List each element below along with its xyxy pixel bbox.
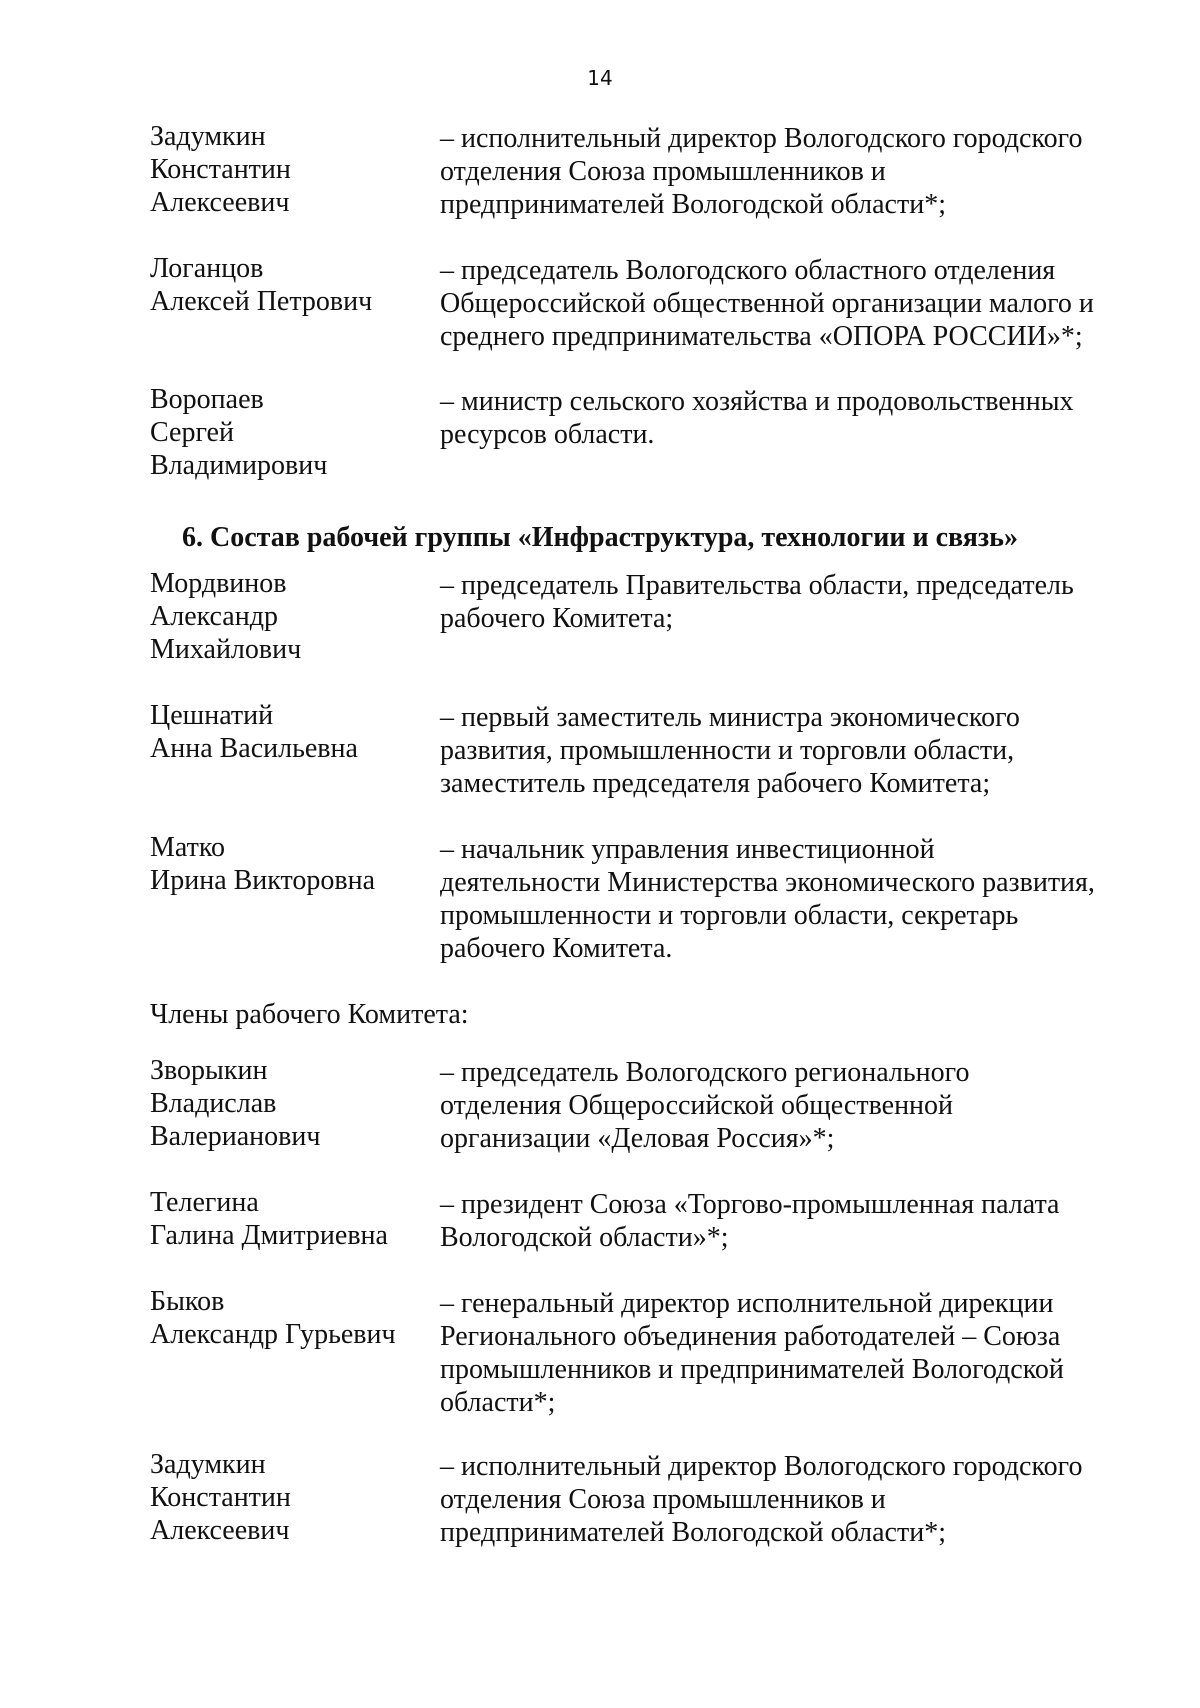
entry-role: [440, 1450, 1200, 1549]
entry-name: [150, 252, 430, 318]
name-line: Михайлович: [150, 634, 302, 665]
name-line: Алексей Петрович: [150, 286, 373, 317]
entry-role: [440, 1287, 1200, 1419]
role-line: отделения Союза промышленников и: [440, 1484, 886, 1515]
name-line: Зворыкин: [150, 1055, 268, 1086]
role-line: среднего предпринимательства «ОПОРА РОССИИ»*;: [440, 321, 1083, 352]
role-line: ресурсов области.: [440, 419, 655, 450]
entry-role: [440, 1056, 1200, 1155]
page-number: 14: [587, 66, 613, 90]
entry-name: [150, 1448, 430, 1547]
entry-name: [150, 1285, 430, 1351]
entry-role: [440, 701, 1200, 800]
entry-role: [440, 122, 1200, 221]
role-line: – генеральный директор исполнительной дирекции: [440, 1288, 1054, 1319]
name-line: Цешнатий: [150, 700, 274, 731]
entry-role: [440, 1188, 1200, 1254]
role-line: отделения Союза промышленников и: [440, 156, 886, 187]
role-line: – первый заместитель министра экономического: [440, 702, 1020, 733]
name-line: Задумкин: [150, 1449, 266, 1480]
name-line: Анна Васильевна: [150, 733, 358, 764]
entry-name: [150, 1186, 430, 1252]
name-line: Задумкин: [150, 121, 266, 152]
role-line: – министр сельского хозяйства и продовольственных: [440, 386, 1074, 417]
role-line: – исполнительный директор Вологодского городского: [440, 1451, 1083, 1482]
entry-name: [150, 567, 430, 666]
name-line: Воропаев: [150, 384, 264, 415]
role-line: рабочего Комитета;: [440, 603, 674, 634]
entry-name: [150, 699, 430, 765]
entry-name: [150, 383, 430, 482]
name-line: Константин: [150, 1482, 291, 1513]
name-line: Быков: [150, 1286, 225, 1317]
name-line: Телегина: [150, 1187, 259, 1218]
entry-name: [150, 120, 430, 219]
name-line: Алексеевич: [150, 187, 290, 218]
role-line: Вологодской области»*;: [440, 1222, 729, 1253]
name-line: Сергей: [150, 417, 234, 448]
name-line: Константин: [150, 154, 291, 185]
name-line: Логанцов: [150, 253, 264, 284]
role-line: организации «Деловая Россия»*;: [440, 1123, 835, 1154]
role-line: области*;: [440, 1387, 556, 1418]
role-line: – председатель Вологодского областного отделения: [440, 255, 1056, 286]
role-line: – исполнительный директор Вологодского городского: [440, 123, 1083, 154]
entry-name: [150, 1054, 430, 1153]
entry-role: [440, 254, 1200, 353]
name-line: Александр: [150, 601, 278, 632]
role-line: деятельности Министерства экономического развития,: [440, 867, 1095, 898]
role-line: промышленников и предпринимателей Вологодской: [440, 1354, 1064, 1385]
role-line: – начальник управления инвестиционной: [440, 834, 935, 865]
entry-role: [440, 833, 1200, 965]
section-heading: 6. Состав рабочей группы «Инфраструктура, технологии и связь»: [181, 522, 1018, 553]
role-line: Регионального объединения работодателей – Союза: [440, 1321, 1061, 1352]
role-line: рабочего Комитета.: [440, 933, 673, 964]
name-line: Галина Дмитриевна: [150, 1220, 388, 1251]
role-line: отделения Общероссийской общественной: [440, 1090, 954, 1121]
name-line: Владимирович: [150, 450, 328, 481]
role-line: предпринимателей Вологодской области*;: [440, 189, 946, 220]
entry-role: [440, 385, 1200, 451]
role-line: развития, промышленности и торговли области,: [440, 735, 1015, 766]
name-line: Владислав: [150, 1088, 277, 1119]
role-line: промышленности и торговли области, секретарь: [440, 900, 1019, 931]
entry-name: [150, 831, 430, 897]
entry-role: [440, 569, 1200, 635]
name-line: Александр Гурьевич: [150, 1319, 396, 1350]
name-line: Матко: [150, 832, 226, 863]
role-line: Общероссийской общественной организации малого и: [440, 288, 1094, 319]
name-line: Алексеевич: [150, 1515, 290, 1546]
name-line: Ирина Викторовна: [150, 865, 376, 896]
role-line: – президент Союза «Торгово-промышленная палата: [440, 1189, 1060, 1220]
members-label: Члены рабочего Комитета:: [150, 999, 469, 1030]
role-line: предпринимателей Вологодской области*;: [440, 1517, 946, 1548]
role-line: – председатель Правительства области, председатель: [440, 570, 1074, 601]
role-line: заместитель председателя рабочего Комитета;: [440, 768, 991, 799]
name-line: Валерианович: [150, 1121, 321, 1152]
name-line: Мордвинов: [150, 568, 287, 599]
role-line: – председатель Вологодского регионального: [440, 1057, 970, 1088]
